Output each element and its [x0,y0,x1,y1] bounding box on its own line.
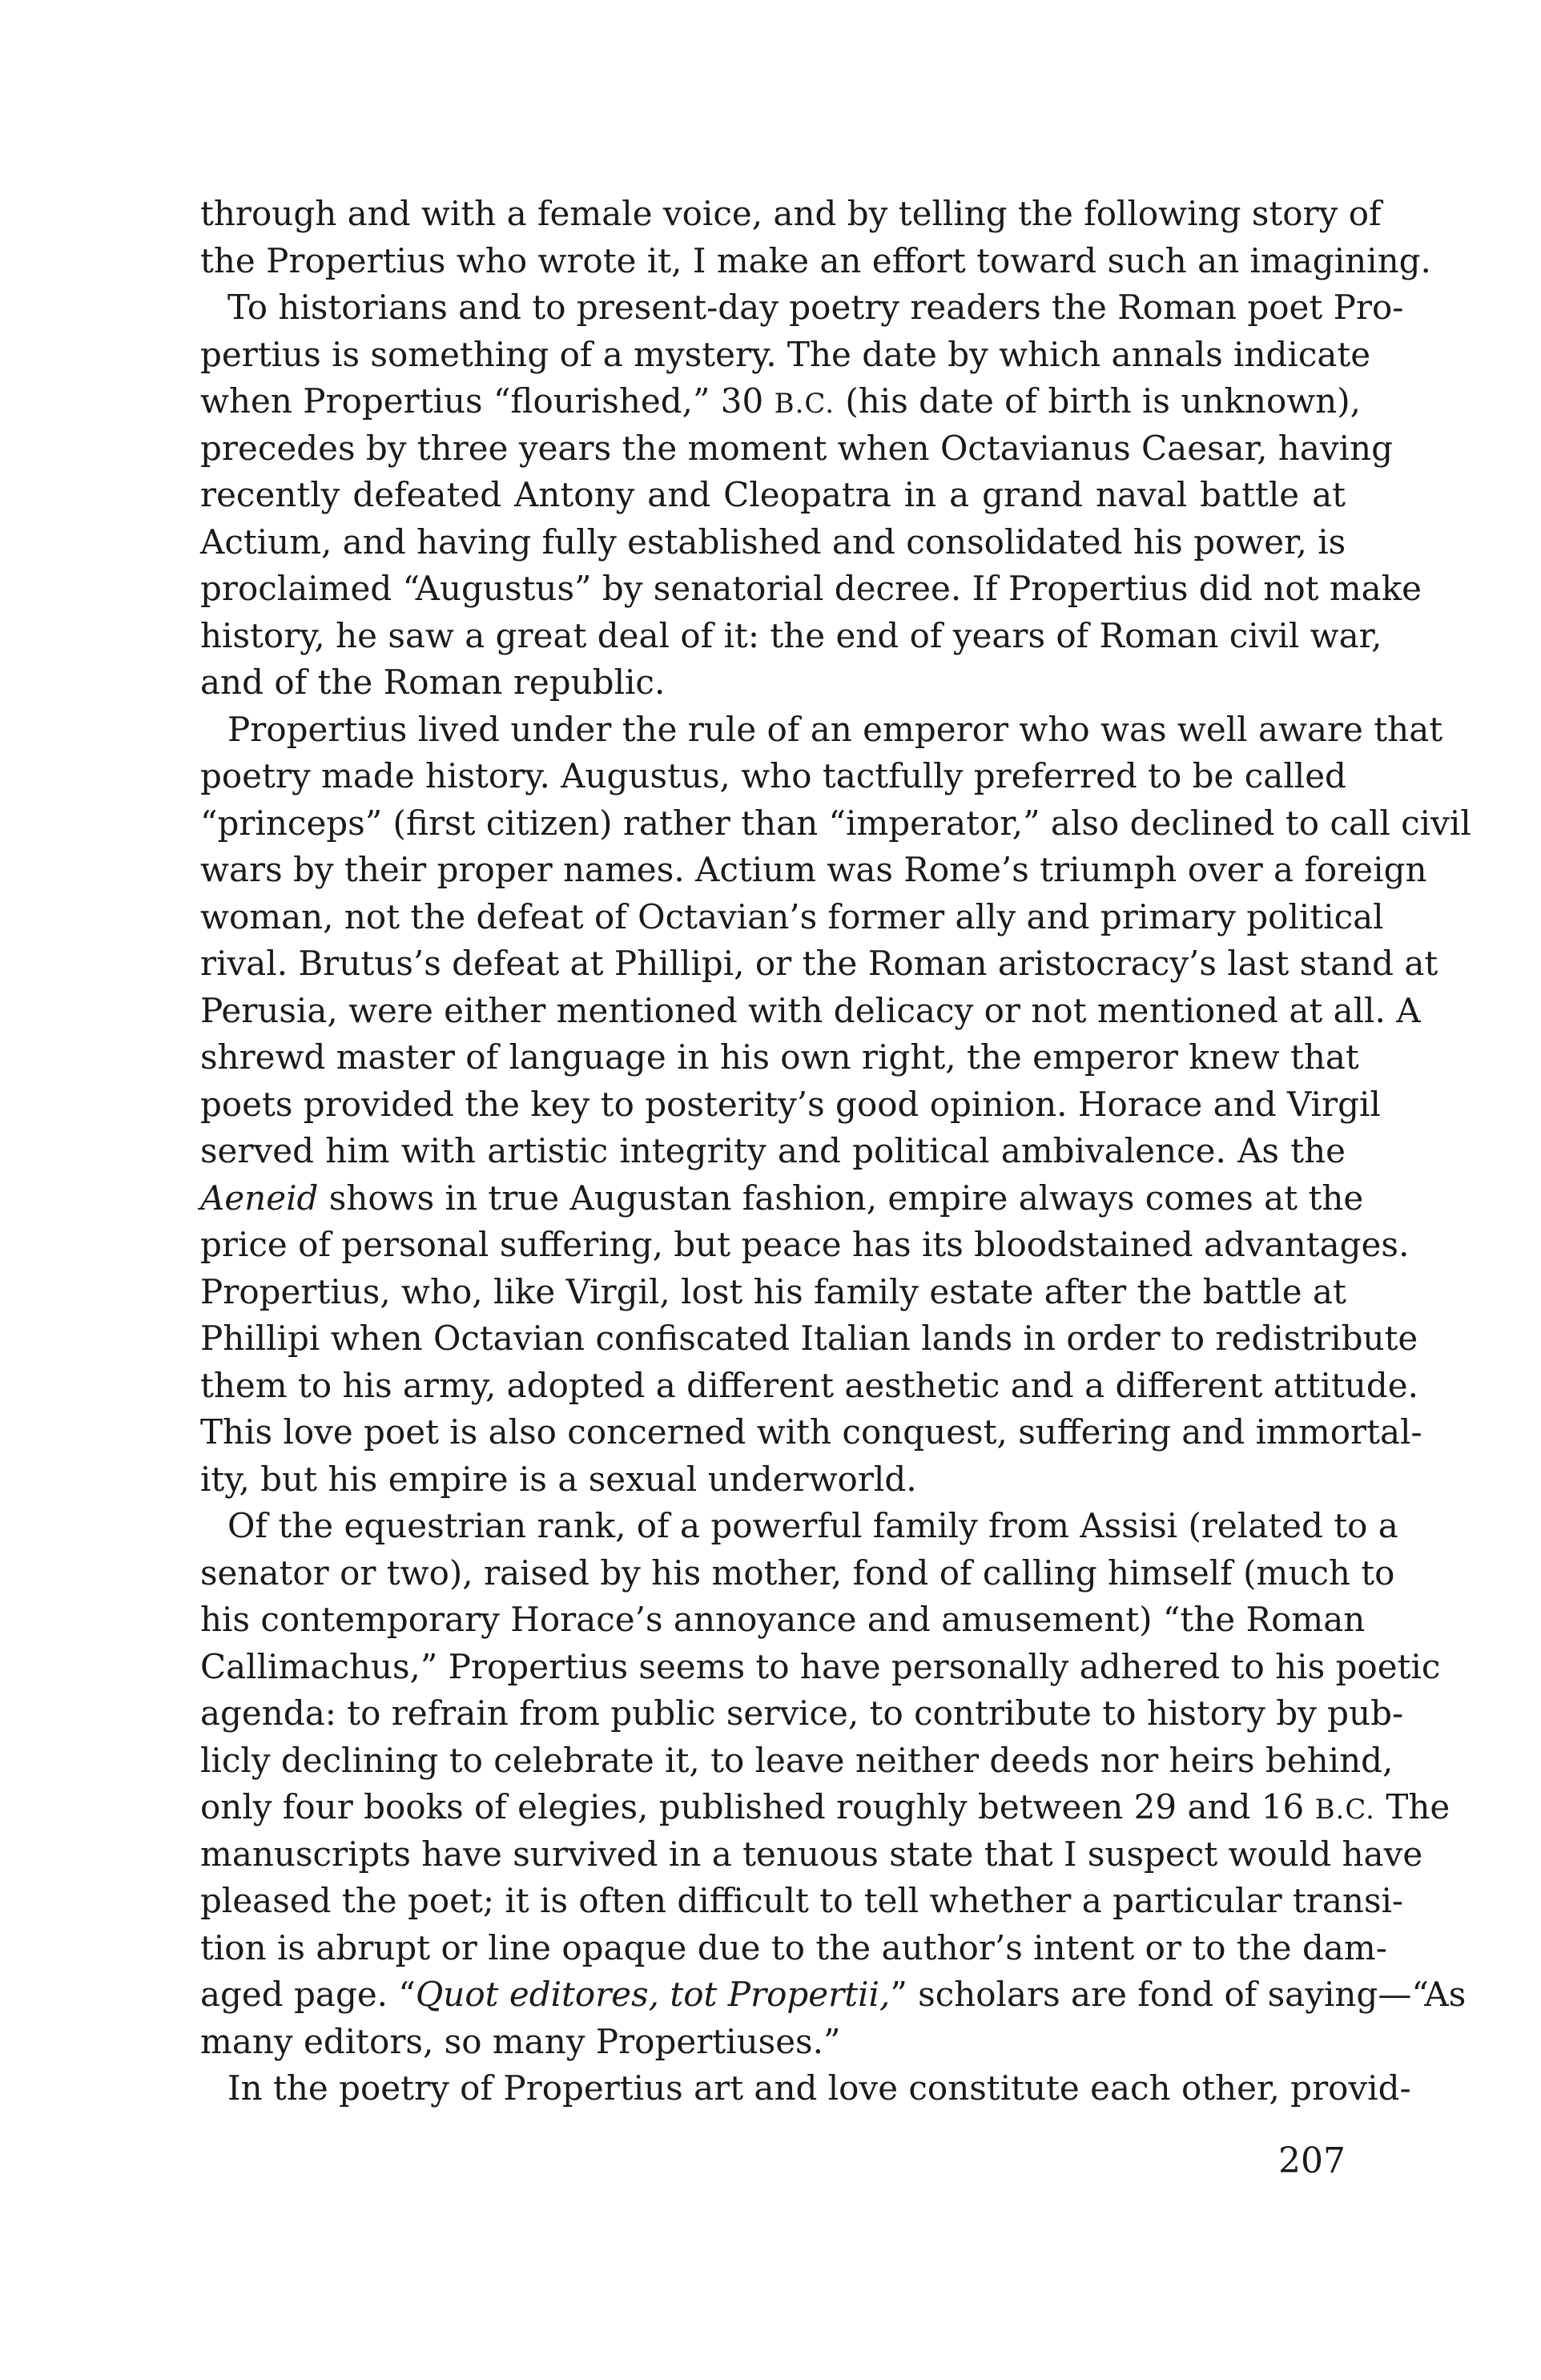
text-line: Propertius lived under the rule of an emperor who was well aware that [227,709,1443,749]
text-line: Of the equestrian rank, of a powerful family from Assisi (related to a [227,1506,1398,1545]
text-line: shrewd master of language in his own right, the emperor knew that [200,1037,1359,1077]
text-line: price of personal suffering, but peace has its bloodstained advantages. [200,1225,1410,1264]
text-line: his contemporary Horace’s annoyance and amusement) “the Roman [200,1600,1366,1639]
text-line: pleased the poet; it is often difficult to tell whether a particular transi- [200,1881,1404,1920]
text-line: served him with artistic integrity and political ambivalence. As the [200,1131,1346,1170]
text-line: the Propertius who wrote it, I make an effort toward such an imagining. [200,240,1431,280]
text-line: Aeneid shows in true Augustan fashion, empire always comes at the [200,1178,1364,1218]
text-line: Callimachus,” Propertius seems to have personally adhered to his poetic [200,1646,1441,1686]
text-line: wars by their proper names. Actium was Rome’s triumph over a foreign [200,850,1427,889]
text-line: many editors, so many Propertiuses.” [200,2021,841,2061]
text-line: poets provided the key to posterity’s good opinion. Horace and Virgil [200,1084,1381,1124]
text-line: Actium, and having fully established and consolidated his power, is [200,522,1346,562]
text-line: aged page. “Quot editores, tot Propertii,” scholars are fond of saying—“As [200,1975,1467,2014]
text-line: proclaimed “Augustus” by senatorial decree. If Propertius did not make [200,569,1422,608]
text-line: rival. Brutus’s defeat at Phillipi, or the Roman aristocracy’s last stand at [200,944,1438,983]
text-line: precedes by three years the moment when Octavianus Caesar, having [200,428,1393,468]
text-line: when Propertius “flourished,” 30 B.C. (his date of birth is unknown), [200,381,1361,421]
text-line: them to his army, adopted a different aesthetic and a different attitude. [200,1365,1418,1405]
text-line: and of the Roman republic. [200,662,666,702]
text-line: In the poetry of Propertius art and love constitute each other, provid- [227,2068,1411,2108]
text-line: ity, but his empire is a sexual underworld. [200,1459,917,1499]
text-line: through and with a female voice, and by telling the following story of [200,194,1382,233]
text-line: To historians and to present-day poetry readers the Roman poet Pro- [227,288,1404,327]
text-line: pertius is something of a mystery. The date by which annals indicate [200,334,1371,374]
text-line: Perusia, were either mentioned with delicacy or not mentioned at all. A [200,990,1421,1030]
text-line: licly declining to celebrate it, to leave neither deeds nor heirs behind, [200,1740,1394,1780]
text-line: history, he saw a great deal of it: the end of years of Roman civil war, [200,615,1382,655]
text-line: woman, not the defeat of Octavian’s former ally and primary political [200,896,1384,936]
body-text [200,191,1471,2112]
text-line: recently defeated Antony and Cleopatra in a grand naval battle at [200,475,1346,514]
text-line: Propertius, who, like Virgil, lost his family estate after the battle at [200,1271,1346,1311]
text-line: This love poet is also concerned with conquest, suffering and immortal- [200,1412,1422,1452]
text-line: only four books of elegies, published roughly between 29 and 16 B.C. The [200,1787,1450,1826]
text-line: agenda: to refrain from public service, to contribute to history by pub- [200,1693,1404,1733]
text-line: senator or two), raised by his mother, fond of calling himself (much to [200,1552,1395,1593]
text-line: tion is abrupt or line opaque due to the author’s intent or to the dam- [200,1927,1387,1967]
text-line: “princeps” (first citizen) rather than “imperator,” also declined to call civil [200,803,1471,843]
text-line: poetry made history. Augustus, who tactfully preferred to be called [200,756,1346,795]
text-line: Phillipi when Octavian confiscated Italian lands in order to redistribute [200,1319,1418,1358]
page-number: 207 [1278,2140,1346,2181]
text-line: manuscripts have survived in a tenuous state that I suspect would have [200,1834,1423,1874]
